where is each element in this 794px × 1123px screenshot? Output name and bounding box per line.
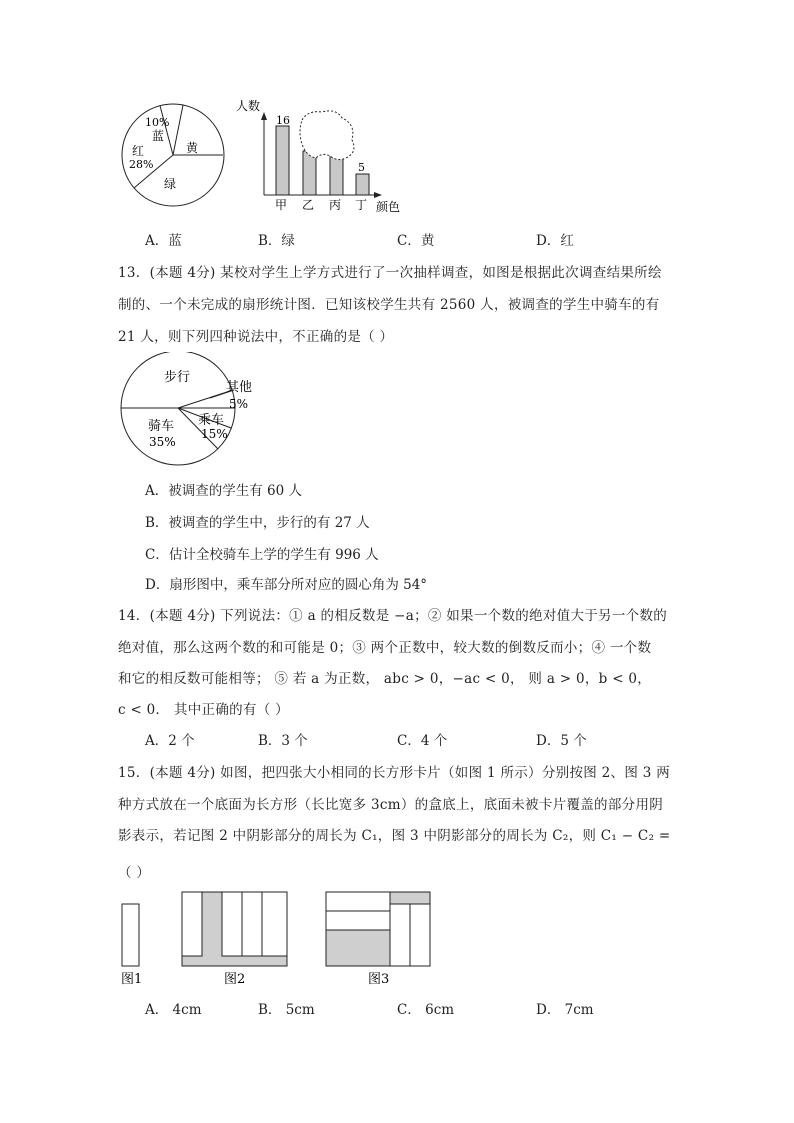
q15-text-line2: 种方式放在一个底面为长方形（长比宽多 3cm）的盒底上，底面未被卡片覆盖的部分用阴 (118, 797, 664, 813)
q13-option-b: B．被调查的学生中，步行的有 27 人 (145, 515, 370, 531)
fig2-label: 图2 (224, 972, 246, 987)
q14-text-line1: 14．(本题 4分) 下列说法：① a 的相反数是 −a；② 如果一个数的绝对值大于另一个数的 (118, 608, 668, 624)
bar-cat-bing: 丙 (329, 198, 342, 212)
q15-option-c: C． 6cm (397, 1002, 455, 1018)
q12-option-a: A．蓝 (145, 233, 182, 249)
pie-label-red: 红 (132, 144, 145, 158)
bar-ylabel: 人数 (236, 99, 261, 113)
bar-bing (330, 156, 343, 195)
q13-label-ride-pct: 35% (149, 435, 176, 449)
q13-label-bus-pct: 15% (201, 427, 228, 441)
q14-text-line3: 和它的相反数可能相等； ⑤ 若 a 为正数， abc > 0，−ac < 0， 则 a > 0，b < 0， (118, 671, 652, 687)
q13-label-walk: 步行 (164, 370, 191, 385)
q14-option-d: D．5 个 (536, 733, 587, 749)
bar-xlabel: 颜色 (376, 200, 401, 214)
q13-label-other-pct: 5% (229, 397, 249, 411)
q15-text-line3: 影表示，若记图 2 中阴影部分的周长为 C₁，图 3 中阴影部分的周长为 C₂，则 C₁ − C₂ = (118, 828, 671, 844)
bar-value-5: 5 (358, 161, 365, 174)
fig1-card (122, 904, 139, 966)
q12-bar-chart (232, 96, 412, 216)
bar-jia (276, 126, 289, 195)
q14-option-b: B．3 个 (258, 733, 308, 749)
q13-pie-chart (118, 352, 288, 472)
q13-option-d: D．扇形图中，乘车部分所对应的圆心角为 54° (145, 577, 428, 593)
q15-text-line4: （ ） (118, 865, 151, 881)
fig3-shade-bottom (326, 930, 390, 966)
q13-text-line3: 21 人，则下列四种说法中，不正确的是（ ） (118, 329, 394, 345)
q14-option-a: A．2 个 (145, 733, 195, 749)
q15-option-a: A． 4cm (145, 1002, 202, 1018)
fig1-label: 图1 (121, 972, 143, 987)
q13-label-other: 其他 (226, 380, 253, 395)
fig3-label: 图3 (368, 972, 390, 987)
pie-label-blue: 蓝 (152, 129, 165, 143)
bar-cat-jia: 甲 (275, 198, 288, 212)
torn-area (300, 111, 354, 160)
bar-cat-yi: 乙 (302, 198, 315, 212)
q12-option-b: B．绿 (258, 233, 295, 249)
q12-option-d: D．红 (536, 233, 574, 249)
pie-label-28pct: 28% (129, 158, 154, 171)
q15-text-line1: 15．(本题 4分) 如图，把四张大小相同的长方形卡片（如图 1 所示）分别按图 2、图 3 两 (118, 765, 671, 781)
q14-option-c: C．4 个 (397, 733, 448, 749)
q15-option-d: D． 7cm (536, 1002, 594, 1018)
q14-text-line2: 绝对值，那么这两个数的和可能是 0；③ 两个正数中，较大数的倒数反而小；④ 一个数 (118, 640, 652, 656)
q13-option-c: C．估计全校骑车上学的学生有 996 人 (145, 547, 379, 563)
pie-label-10pct: 10% (145, 116, 170, 129)
bar-cat-ding: 丁 (355, 198, 368, 212)
q13-option-a: A．被调查的学生有 60 人 (145, 483, 303, 499)
pie-label-yellow: 黄 (186, 141, 199, 155)
q15-figures (118, 886, 438, 990)
q12-option-c: C．黄 (397, 233, 435, 249)
fig3-shade-top (390, 892, 430, 904)
q15-option-b: B． 5cm (258, 1002, 315, 1018)
bar-value-16: 16 (276, 114, 290, 127)
q13-text-line2: 制的、一个未完成的扇形统计图．已知该校学生共有 2560 人，被调查的学生中骑车的有 (118, 297, 660, 313)
q14-text-line4: c < 0． 其中正确的有（ ） (118, 702, 289, 718)
bar-ding (356, 174, 369, 195)
q13-label-bus: 乘车 (198, 413, 225, 428)
q13-label-ride: 骑车 (148, 419, 175, 434)
q12-pie-chart (118, 100, 230, 212)
q13-text-line1: 13．(本题 4分) 某校对学生上学方式进行了一次抽样调查，如图是根据此次调查结果所绘 (118, 265, 662, 281)
pie-label-green: 绿 (164, 177, 177, 191)
